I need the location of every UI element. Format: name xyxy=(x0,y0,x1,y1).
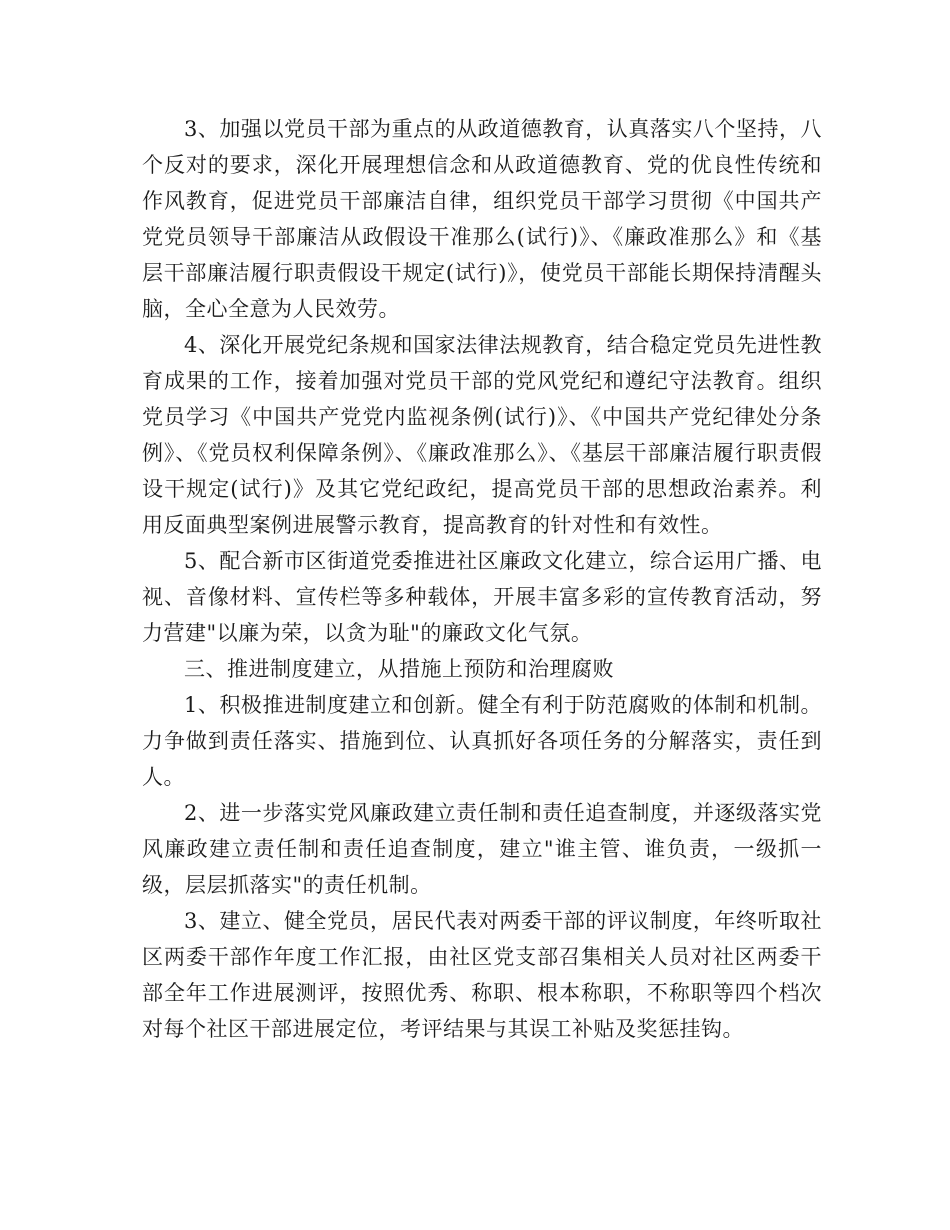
section-heading-three: 三、推进制度建立，从措施上预防和治理腐败 xyxy=(184,657,614,681)
paragraph-section-3-ethics-education: 3、加强以党员干部为重点的从政道德教育，认真落实八个坚持，八个反对的要求，深化开展理想信念和从政道德教育、党的优良性传统和作风教育，促进党员干部廉洁自律，组织党员干部学习贯彻《中国共产党党员领导干部廉洁从政假设干准那么(试行)》、《廉政准那么》和《基层干部廉洁履行职责假设干规定(试行)》，使党员干部能长期保持清醒头脑，全心全意为人民效劳。 xyxy=(142,117,822,321)
paragraph-item-1-system-innovation: 1、积极推进制度建立和创新。健全有利于防范腐败的体制和机制。力争做到责任落实、措施到位、认真抓好各项任务的分解落实，责任到人。 xyxy=(142,693,822,789)
document-body xyxy=(142,111,822,1047)
paragraph-item-3-evaluation: 3、建立、健全党员，居民代表对两委干部的评议制度，年终听取社区两委干部作年度工作汇报，由社区党支部召集相关人员对社区两委干部全年工作进展测评，按照优秀、称职、根本称职，不称职等四个档次对每个社区干部进展定位，考评结果与其误工补贴及奖惩挂钩。 xyxy=(142,909,822,1041)
paragraph-section-4-discipline-education: 4、深化开展党纪条规和国家法律法规教育，结合稳定党员先进性教育成果的工作，接着加强对党员干部的党风党纪和遵纪守法教育。组织党员学习《中国共产党党内监视条例(试行)》、《中国共产党纪律处分条例》、《党员权利保障条例》、《廉政准那么》、《基层干部廉洁履行职责假设干规定(试行)》及其它党纪政纪，提高党员干部的思想政治素养。利用反面典型案例进展警示教育，提高教育的针对性和有效性。 xyxy=(142,333,822,537)
paragraph-section-5-culture-building: 5、配合新市区街道党委推进社区廉政文化建立，综合运用广播、电视、音像材料、宣传栏等多种载体，开展丰富多彩的宣传教育活动，努力营建"以廉为荣，以贪为耻"的廉政文化气氛。 xyxy=(142,549,822,645)
paragraph-item-2-responsibility: 2、进一步落实党风廉政建立责任制和责任追查制度，并逐级落实党风廉政建立责任制和责任追查制度，建立"谁主管、谁负责，一级抓一级，层层抓落实"的责任机制。 xyxy=(142,801,822,897)
